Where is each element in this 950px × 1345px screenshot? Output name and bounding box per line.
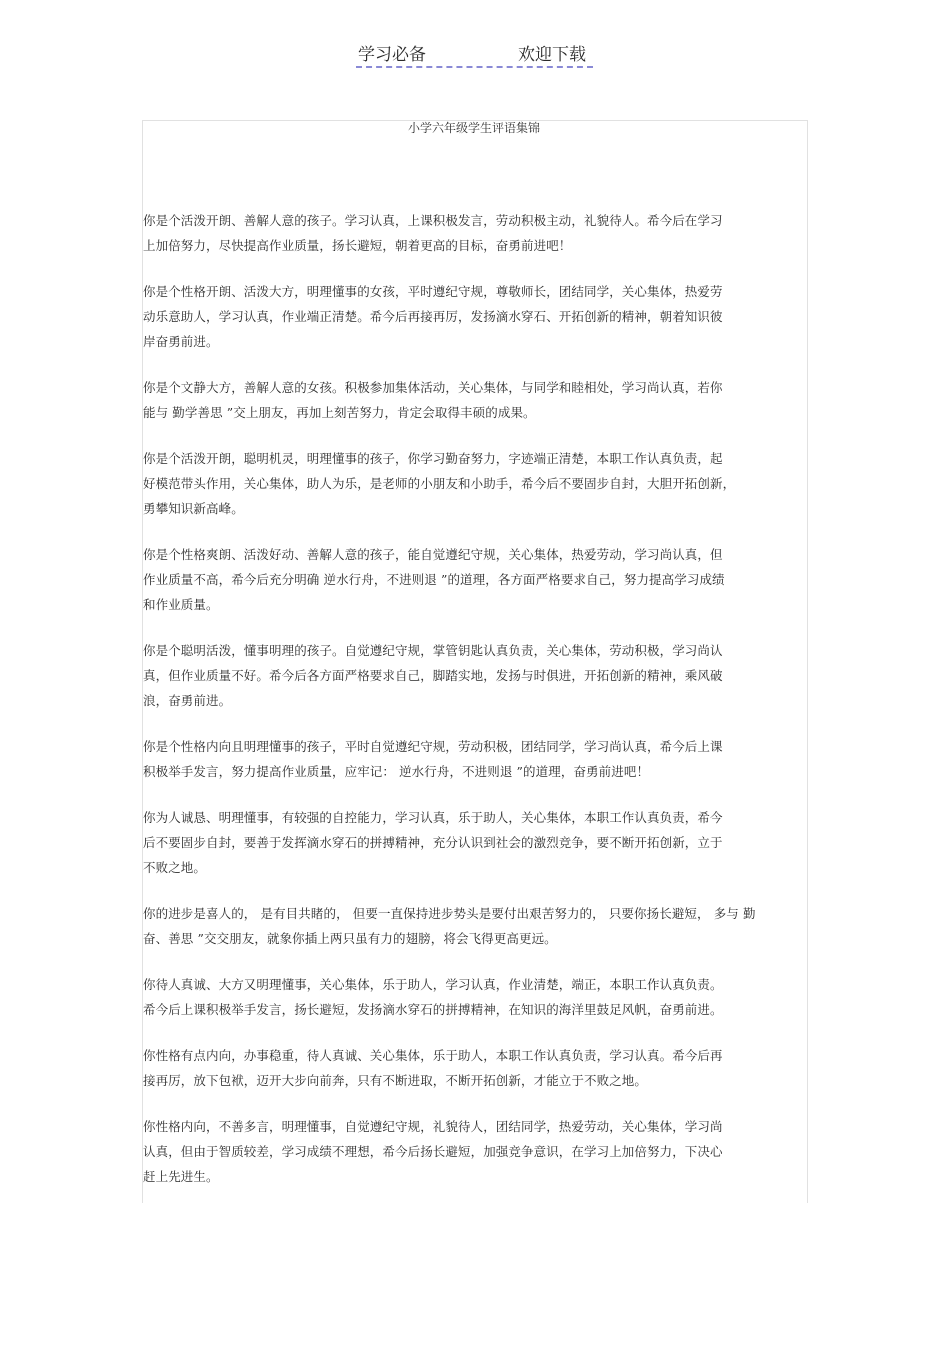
paragraph-line: 能与 勤学善思 ”交上朋友，再加上刻苦努力，肯定会取得丰硕的成果。: [143, 405, 536, 420]
paragraph-line: 好模范带头作用，关心集体，助人为乐，是老师的小朋友和小助手，希今后不要固步自封，大胆开拓创新，: [143, 476, 736, 491]
comment-paragraph: [143, 901, 806, 951]
paragraph-line: 希今后上课积极举手发言，扬长避短，发扬滴水穿石的拼搏精神，在知识的海洋里鼓足风帆，奋勇前进。: [143, 1002, 723, 1017]
paragraph-line: 你是个聪明活泼，懂事明理的孩子。自觉遵纪守规，掌管钥匙认真负责，关心集体，劳动积极，学习尚认: [143, 643, 723, 658]
comment-paragraph: [143, 972, 806, 1022]
paragraph-line: 你待人真诚、大方又明理懂事，关心集体，乐于助人，学习认真，作业清楚，端正，本职工作认真负责。: [143, 977, 723, 992]
paragraph-line: 积极举手发言，努力提高作业质量，应牢记： 逆水行舟，不进则退 ”的道理，奋勇前进吧！: [143, 764, 650, 779]
comment-paragraph: [143, 208, 806, 258]
paragraph-line: 和作业质量。: [143, 597, 219, 612]
paragraph-line: 你是个性格爽朗、活泼好动、善解人意的孩子，能自觉遵纪守规，关心集体，热爱劳动，学习尚认真，但: [143, 547, 723, 562]
paragraph-line: 你性格内向，不善多言，明理懂事，自觉遵纪守规，礼貌待人，团结同学，热爱劳动，关心集体，学习尚: [143, 1119, 723, 1134]
header-right-text: 欢迎下载: [518, 45, 586, 65]
comment-paragraph: [143, 446, 806, 521]
paragraph-line: 接再厉，放下包袱，迈开大步向前奔，只有不断进取，不断开拓创新，才能立于不败之地。: [143, 1073, 648, 1088]
paragraph-line: 认真，但由于智质较差，学习成绩不理想，希今后扬长避短，加强竞争意识，在学习上加倍努力，下决心: [143, 1144, 723, 1159]
paragraph-line: 勇攀知识新高峰。: [143, 501, 244, 516]
paragraph-line: 真，但作业质量不好。希今后各方面严格要求自己，脚踏实地，发扬与时俱进，开拓创新的精神，乘风破: [143, 668, 723, 683]
paragraph-line: 动乐意助人，学习认真，作业端正清楚。希今后再接再厉，发扬滴水穿石、开拓创新的精神，朝着知识彼: [143, 309, 723, 324]
document-body: [143, 208, 806, 1210]
paragraph-line: 你是个性格内向且明理懂事的孩子，平时自觉遵纪守规，劳动积极，团结同学，学习尚认真，希今后上课: [143, 739, 723, 754]
comment-paragraph: [143, 805, 806, 880]
paragraph-line: 岸奋勇前进。: [143, 334, 219, 349]
page-header: [356, 40, 593, 68]
paragraph-line: 你是个活泼开朗、善解人意的孩子。学习认真，上课积极发言，劳动积极主动，礼貌待人。希今后在学习: [143, 213, 723, 228]
comment-paragraph: [143, 1114, 806, 1189]
paragraph-line: 赶上先进生。: [143, 1169, 219, 1184]
paragraph-line: 你的进步是喜人的， 是有目共睹的， 但要一直保持进步势头是要付出艰苦努力的， 只要你扬长避短， 多与 勤: [143, 906, 756, 921]
paragraph-line: 你是个活泼开朗，聪明机灵，明理懂事的孩子，你学习勤奋努力，字迹端正清楚，本职工作认真负责，起: [143, 451, 723, 466]
paragraph-line: 你是个性格开朗、活泼大方，明理懂事的女孩，平时遵纪守规，尊敬师长，团结同学，关心集体，热爱劳: [143, 284, 723, 299]
paragraph-line: 后不要固步自封，要善于发挥滴水穿石的拼搏精神，充分认识到社会的激烈竞争，要不断开拓创新，立于: [143, 835, 723, 850]
comment-paragraph: [143, 375, 806, 425]
document-title: 小学六年级学生评语集锦: [407, 121, 540, 135]
paragraph-line: 不败之地。: [143, 860, 207, 875]
comment-paragraph: [143, 638, 806, 713]
paragraph-line: 上加倍努力，尽快提高作业质量，扬长避短，朝着更高的目标，奋勇前进吧！: [143, 238, 572, 253]
comment-paragraph: [143, 279, 806, 354]
paragraph-line: 作业质量不高，希今后充分明确 逆水行舟，不进则退 ”的道理，各方面严格要求自己，努力提高学习成绩: [143, 572, 725, 587]
comment-paragraph: [143, 542, 806, 617]
paragraph-line: 你性格有点内向，办事稳重，待人真诚、关心集体，乐于助人，本职工作认真负责，学习认真。希今后再: [143, 1048, 723, 1063]
paragraph-line: 你为人诚恳、明理懂事，有较强的自控能力，学习认真，乐于助人，关心集体，本职工作认真负责，希今: [143, 810, 723, 825]
paragraph-line: 奋、善思 ”交交朋友，就象你插上两只虽有力的翅膀，将会飞得更高更远。: [143, 931, 557, 946]
comment-paragraph: [143, 734, 806, 784]
comment-paragraph: [143, 1043, 806, 1093]
header-left-text: 学习必备: [358, 45, 426, 65]
paragraph-line: 浪，奋勇前进。: [143, 693, 232, 708]
paragraph-line: 你是个文静大方，善解人意的女孩。积极参加集体活动，关心集体，与同学和睦相处，学习尚认真，若你: [143, 380, 723, 395]
